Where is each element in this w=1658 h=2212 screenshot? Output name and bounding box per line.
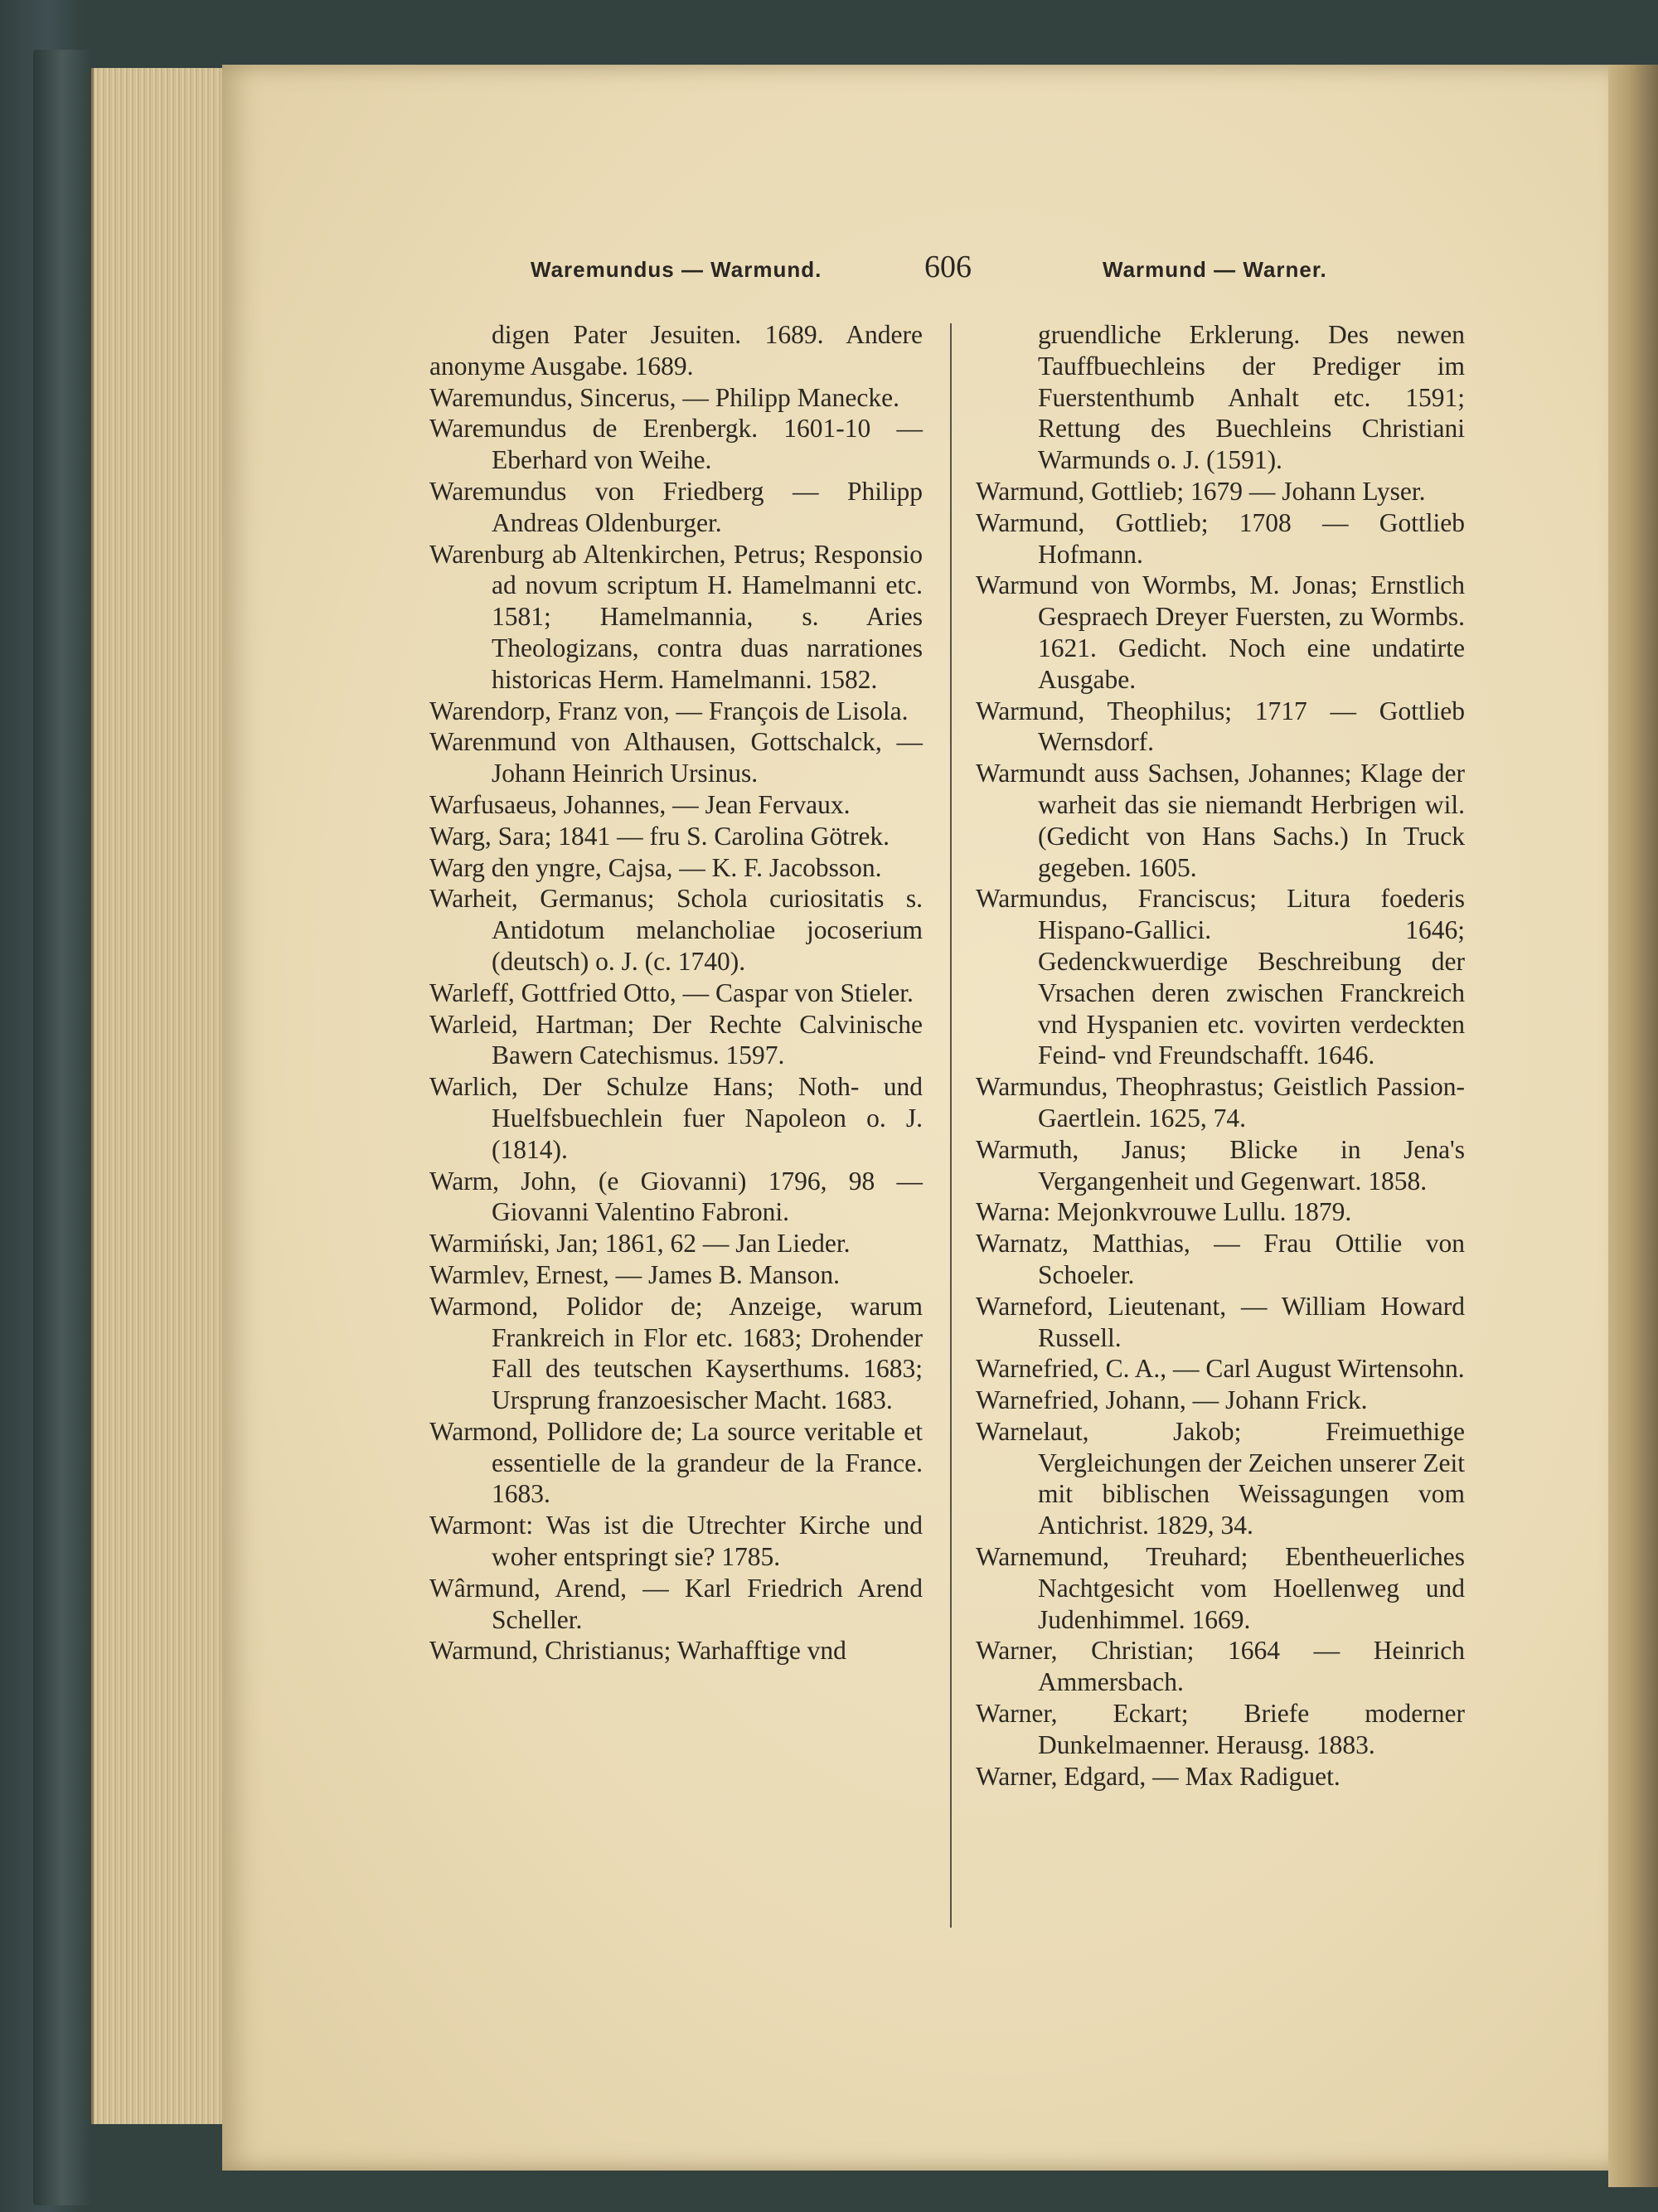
list-item: Warm, John, (e Giovanni) 1796, 98 — Giovanni Valentino Fabroni. [429,1166,923,1227]
list-item: Warmond, Pollidore de; La source veritable et essentielle de la grandeur de la France. 1683. [429,1416,923,1509]
list-item: Warnefried, C. A., — Carl August Wirtensohn. [976,1354,1465,1384]
list-item: Warg, Sara; 1841 — fru S. Carolina Götrek. [429,821,890,851]
list-item: Warlich, Der Schulze Hans; Noth- und Huelfsbuechlein fuer Napoleon o. J. (1814). [429,1072,923,1164]
right-page-edge [1608,65,1658,2187]
list-item: Warenmund von Althausen, Gottschalck, — Johann Heinrich Ursinus. [429,727,923,788]
list-item: Warmont: Was ist die Utrechter Kirche und woher entspringt sie? 1785. [429,1511,923,1572]
header-left-title: Waremundus — Warmund. [531,257,822,282]
list-item: Waremundus, Sincerus, — Philipp Manecke. [429,382,899,412]
list-item: Warenburg ab Altenkirchen, Petrus; Responsio ad novum scriptum H. Hamelmanni etc. 1581; Hamelmannia, s. Aries Theologizans, contra duas narrationes historicas Herm. Hamelmanni. 1582. [429,539,923,694]
list-item: Waremundus de Erenbergk. 1601-10 — Eberhard von Weihe. [429,414,923,475]
list-item: Waremundus von Friedberg — Philipp Andreas Oldenburger. [429,476,923,537]
list-item: Warendorp, Franz von, — François de Lisola. [429,696,909,725]
list-item: Warmond, Polidor de; Anzeige, warum Frankreich in Flor etc. 1683; Drohender Fall des teutschen Kayserthums. 1683; Ursprung franzoesischer Macht. 1683. [429,1291,923,1415]
list-item: Warnatz, Matthias, — Frau Ottilie von Schoeler. [976,1229,1465,1289]
list-item: Warg den yngre, Cajsa, — K. F. Jacobsson. [429,852,882,882]
book-cover-spine [33,50,91,2205]
list-item: Warheit, Germanus; Schola curiositatis s. Antidotum melancholiae jocoserium (deutsch) o. J. (c. 1740). [429,884,923,976]
list-item: Warmundus, Theophrastus; Geistlich Passion-Gaertlein. 1625, 74. [976,1072,1465,1133]
running-header [0,249,1658,290]
list-item: Warmund, Gottlieb; 1679 — Johann Lyser. [976,476,1426,506]
list-item: Warner, Eckart; Briefe moderner Dunkelmaenner. Herausg. 1883. [976,1699,1465,1759]
header-right-title: Warmund — Warner. [1103,257,1327,282]
list-item: Warnelaut, Jakob; Freimuethige Vergleichungen der Zeichen unserer Zeit mit biblischen Weissagungen vom Antichrist. 1829, 34. [976,1416,1465,1540]
list-item: Warnefried, Johann, — Johann Frick. [976,1385,1368,1415]
right-column [976,319,1465,1792]
page-edges [91,68,226,2124]
list-item: Warmlev, Ernest, — James B. Manson. [429,1259,840,1289]
list-item: Warmuth, Janus; Blicke in Jena's Vergangenheit und Gegenwart. 1858. [976,1134,1465,1196]
list-item: Warneford, Lieutenant, — William Howard Russell. [976,1291,1465,1352]
list-item: digen Pater Jesuiten. 1689. Andere anonyme Ausgabe. 1689. [429,320,923,381]
list-item: gruendliche Erklerung. Des newen Tauffbuechleins der Prediger im Fuerstenthumb Anhalt etc. 1591; Rettung des Buechleins Christiani Warmunds o. J. (1591). [1038,320,1465,475]
left-column [429,319,923,1666]
list-item: Warna: Mejonkvrouwe Lullu. 1879. [976,1197,1352,1227]
list-item: Warner, Christian; 1664 — Heinrich Ammersbach. [976,1636,1465,1697]
page-number: 606 [924,250,972,284]
list-item: Warmund von Wormbs, M. Jonas; Ernstlich Gespraech Dreyer Fuersten, zu Wormbs. 1621. Gedicht. Noch eine undatirte Ausgabe. [976,570,1465,694]
list-item: Warleff, Gottfried Otto, — Caspar von Stieler. [429,977,914,1007]
list-item: Warleid, Hartman; Der Rechte Calvinische Bawern Catechismus. 1597. [429,1009,923,1070]
list-item: Warnemund, Treuhard; Ebentheuerliches Nachtgesicht vom Hoellenweg und Judenhimmel. 1669. [976,1542,1465,1634]
list-item: Wârmund, Arend, — Karl Friedrich Arend Scheller. [429,1573,923,1634]
list-item: Warmundt auss Sachsen, Johannes; Klage der warheit das sie niemandt Herbrigen wil. (Gedicht von Hans Sachs.) In Truck gegeben. 1605. [976,759,1465,882]
list-item: Warmund, Christianus; Warhafftige vnd [429,1636,846,1666]
list-item: Warfusaeus, Johannes, — Jean Fervaux. [429,789,851,819]
list-item: Warner, Edgard, — Max Radiguet. [976,1761,1340,1791]
list-item: Warmund, Gottlieb; 1708 — Gottlieb Hofmann. [976,507,1465,569]
list-item: Warmiński, Jan; 1861, 62 — Jan Lieder. [429,1229,851,1259]
column-divider [950,323,952,1928]
list-item: Warmund, Theophilus; 1717 — Gottlieb Wernsdorf. [976,696,1465,757]
list-item: Warmundus, Franciscus; Litura foederis Hispano-Gallici. 1646; Gedenckwuerdige Beschreibung der Vrsachen deren zwischen Franckreich vnd Hyspanien etc. vovirten verdeckten Feind- vnd Freundschafft. 1646. [976,884,1465,1070]
